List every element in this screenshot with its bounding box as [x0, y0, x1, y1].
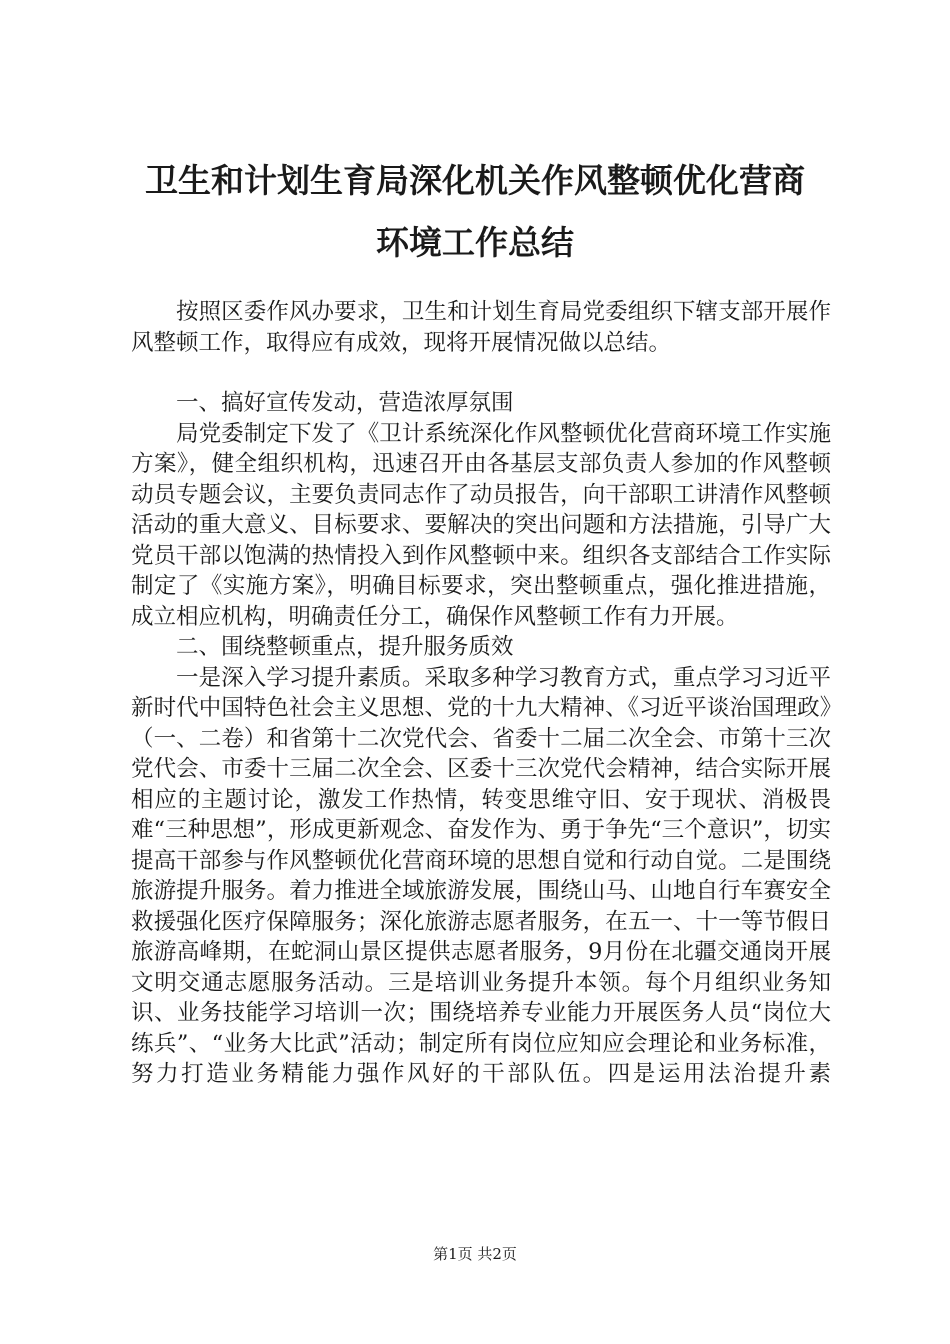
document-title-line-2: 环境工作总结: [376, 223, 574, 262]
section-2-paragraph: 一是深入学习提升素质。采取多种学习教育方式，重点学习习近平新时代中国特色社会主义思想、党的十九大精神、《习近平谈治国理政》（一、二卷）和省第十二次党代会、省委十二届二次全会、市第十三次党代会、市委十三届二次全会、区委十三次党代会精神，结合实际开展相应的主题讨论，激发工作热情，转变思维守旧、安于现状、消极畏难“三种思想”，形成更新观念、奋发作为、勇于争先“三个意识”，切实提高干部参与作风整顿优化营商环境的思想自觉和行动自觉。二是围绕旅游提升服务。着力推进全域旅游发展，围绕山马、山地自行车赛安全救援强化医疗保障服务；深化旅游志愿者服务，在五一、十一等节假日旅游高峰期，在蛇洞山景区提供志愿者服务，9月份在北疆交通岗开展文明交通志愿服务活动。三是培训业务提升本领。每个月组织业务知识、业务技能学习培训一次；围绕培养专业能力开展医务人员“岗位大练兵”、“业务大比武”活动；制定所有岗位应知应会理论和业务标准，努力打造业务精能力强作风好的干部队伍。四是运用法治提升素: [131, 664, 831, 1087]
section-heading-2: 二、围绕整顿重点，提升服务质效: [176, 634, 514, 660]
page-number-footer: 第1页 共2页: [433, 1245, 517, 1263]
document-body: [131, 297, 831, 1090]
document-title-line-1: 卫生和计划生育局深化机关作风整顿优化营商: [145, 161, 805, 200]
section-1-paragraph: 局党委制定下发了《卫计系统深化作风整顿优化营商环境工作实施方案》，健全组织机构，迅速召开由各基层支部负责人参加的作风整顿动员专题会议，主要负责同志作了动员报告，向干部职工讲清作风整顿活动的重大意义、目标要求、要解决的突出问题和方法措施，引导广大党员干部以饱满的热情投入到作风整顿中来。组织各支部结合工作实际制定了《实施方案》，明确目标要求，突出整顿重点，强化推进措施，成立相应机构，明确责任分工，确保作风整顿工作有力开展。: [131, 420, 831, 630]
intro-paragraph: 按照区委作风办要求，卫生和计划生育局党委组织下辖支部开展作风整顿工作，取得应有成效，现将开展情况做以总结。: [131, 299, 831, 356]
section-heading-1: 一、搞好宣传发动，营造浓厚氛围: [176, 390, 514, 416]
